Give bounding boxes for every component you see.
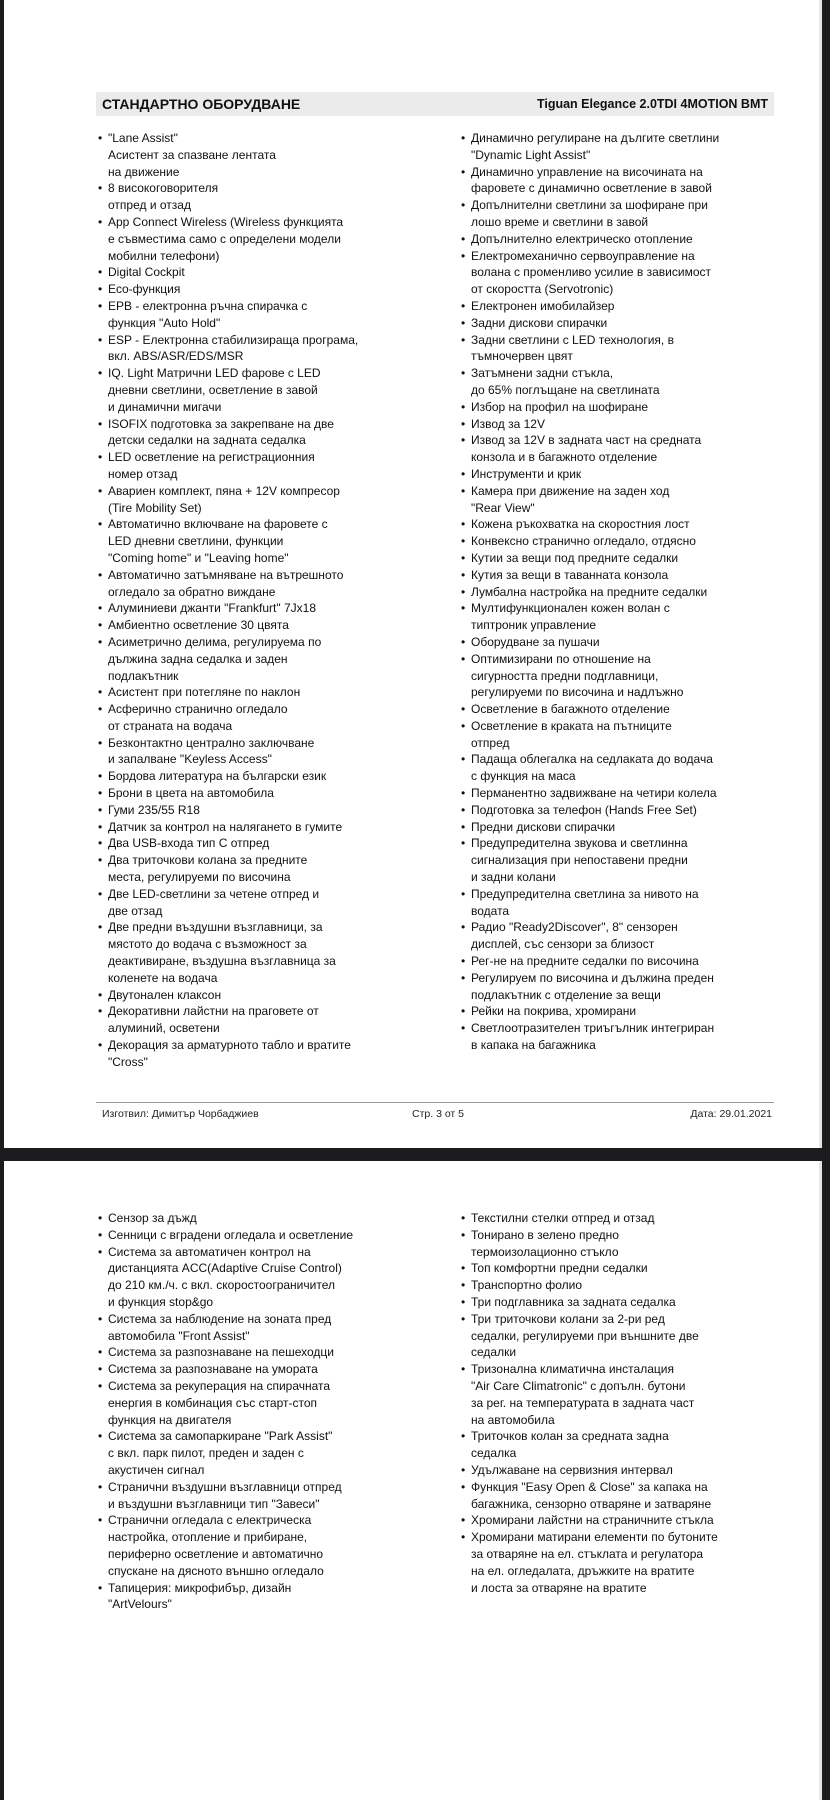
equipment-list-item: • Оптимизирани по отношение на сигурността предни подглавници, регулируеми по височина и надлъжно — [461, 651, 781, 701]
equipment-list-item: • Конвексно странично огледало, отдясно — [461, 533, 781, 550]
equipment-list-item: • Система за автоматичен контрол на дистанцията ACC(Adaptive Cruise Control) до 210 км./ч. с вкл. скоростоограничител и функция stop&go — [98, 1244, 398, 1311]
equipment-list-item: • Три триточкови колани за 2-ри ред седалки, регулируеми при външните две седалки — [461, 1311, 781, 1361]
equipment-list-left-page2 — [98, 1210, 398, 1613]
section-title: СТАНДАРТНО ОБОРУДВАНЕ — [102, 96, 301, 112]
equipment-list-item: • Предни дискови спирачки — [461, 819, 781, 836]
equipment-list-item: • Два триточкови колана за предните места, регулируеми по височина — [98, 852, 398, 886]
footer-date: Дата: 29.01.2021 — [690, 1108, 772, 1120]
equipment-list-item: • Рег-не на предните седалки по височина — [461, 953, 781, 970]
equipment-list-item: • EPB - електронна ръчна спирачка с функция "Auto Hold" — [98, 298, 398, 332]
equipment-list-item: • ESP - Електронна стабилизираща програма, вкл. ABS/ASR/EDS/MSR — [98, 332, 398, 366]
equipment-list-item: • Подготовка за телефон (Hands Free Set) — [461, 802, 781, 819]
equipment-list-item: • Система за самопаркиране "Park Assist" с вкл. парк пилот, преден и заден с акустичен сигнал — [98, 1428, 398, 1478]
equipment-list-item: • Светлоотразителен триъгълник интегриран в капака на багажника — [461, 1020, 781, 1054]
equipment-list-item: • Кожена ръкохватка на скоростния лост — [461, 516, 781, 533]
equipment-list-item: • Безконтактно централно заключване и запалване "Keyless Access" — [98, 735, 398, 769]
equipment-list-item: • Осветление в краката на пътниците отпред — [461, 718, 781, 752]
equipment-list-item: • Асиметрично делима, регулируема по дължина задна седалка и заден подлакътник — [98, 634, 398, 684]
equipment-list-item: • Система за рекуперация на спирачната енергия в комбинация със старт-стоп функция на двигателя — [98, 1378, 398, 1428]
equipment-list-item: • Рейки на покрива, хромирани — [461, 1003, 781, 1020]
equipment-list-item: • Падаща облегалка на седлаката до водача с функция на маса — [461, 751, 781, 785]
equipment-list-item: • Система за разпознаване на умората — [98, 1361, 398, 1378]
equipment-list-item: • Автоматично включване на фаровете с LED дневни светлини, функции "Coming home" и "Leaving home" — [98, 516, 398, 566]
equipment-list-item: • Сенници с вградени огледала и осветление — [98, 1227, 398, 1244]
equipment-list-item: • Извод за 12V в задната част на средната конзола и в багажното отделение — [461, 432, 781, 466]
footer-divider — [96, 1102, 774, 1103]
equipment-list-right — [461, 130, 781, 1054]
equipment-list-item: • Брони в цвета на автомобила — [98, 785, 398, 802]
equipment-list-item: • Камера при движение на заден ход "Rear View" — [461, 483, 781, 517]
equipment-list-item: • Хромирани лайстни на страничните стъкла — [461, 1512, 781, 1529]
equipment-list-item: • Транспортно фолио — [461, 1277, 781, 1294]
equipment-list-item: • Мултифункционален кожен волан с типтроник управление — [461, 600, 781, 634]
equipment-list-item: • Система за наблюдение на зоната пред автомобила "Front Assist" — [98, 1311, 398, 1345]
equipment-list-item: • Декоративни лайстни на праговете от алуминий, осветени — [98, 1003, 398, 1037]
equipment-list-item: • Избор на профил на шофиране — [461, 399, 781, 416]
equipment-list-item: • Тапицерия: микрофибър, дизайн "ArtVelours" — [98, 1580, 398, 1614]
footer-author: Изготвил: Димитър Чорбаджиев — [102, 1108, 259, 1120]
equipment-list-item: • Лумбална настройка на предните седалки — [461, 584, 781, 601]
equipment-list-item: • Предупредителна светлина за нивото на водата — [461, 886, 781, 920]
equipment-list-item: • Автоматично затъмняване на вътрешното огледало за обратно виждане — [98, 567, 398, 601]
equipment-list-item: • Динамично регулиране на дългите светлини "Dynamic Light Assist" — [461, 130, 781, 164]
equipment-list-item: • Удължаване на сервизния интервал — [461, 1462, 781, 1479]
equipment-list-item: • App Connect Wireless (Wireless функцията е съвместима само с определени модели мобилни телефони) — [98, 214, 398, 264]
footer-page-number: Стр. 3 от 5 — [412, 1108, 464, 1120]
equipment-list-item: • LED осветление на регистрационния номер отзад — [98, 449, 398, 483]
equipment-list-item: • Digital Cockpit — [98, 264, 398, 281]
equipment-list-item: • Радио "Ready2Discover", 8" сензорен дисплей, със сензори за близост — [461, 919, 781, 953]
equipment-list-item: • Кутии за вещи под предните седалки — [461, 550, 781, 567]
equipment-list-right-page2 — [461, 1210, 781, 1596]
equipment-list-item: • Асистент при потегляне по наклон — [98, 684, 398, 701]
equipment-list-item: • Перманентно задвижване на четири колела — [461, 785, 781, 802]
equipment-list-item: • Странични огледала с електрическа настройка, отопление и прибиране, периферно осветление и автоматично спускане на дясното външно огледало — [98, 1512, 398, 1579]
equipment-list-item: • Функция "Easy Open & Close" за капака на багажника, сензорно отваряне и затваряне — [461, 1479, 781, 1513]
equipment-list-item: • Регулируем по височина и дължина преден подлакътник с отделение за вещи — [461, 970, 781, 1004]
equipment-list-item: • Две предни въздушни възглавници, за мястото до водача с възможност за деактивиране, въздушна възглавница за коленете на водача — [98, 919, 398, 986]
equipment-list-item: • Система за разпознаване на пешеходци — [98, 1344, 398, 1361]
equipment-list-item: • Топ комфортни предни седалки — [461, 1260, 781, 1277]
equipment-list-item: • Текстилни стелки отпред и отзад — [461, 1210, 781, 1227]
equipment-list-item: • Допълнителни светлини за шофиране при лошо време и светлини в завой — [461, 197, 781, 231]
equipment-list-item: • Задни светлини с LED технология, в тъмночервен цвят — [461, 332, 781, 366]
equipment-list-item: • Декорация за арматурното табло и вратите "Cross" — [98, 1037, 398, 1071]
equipment-list-item: • Странични въздушни възглавници отпред и въздушни възглавници тип "Завеси" — [98, 1479, 398, 1513]
equipment-list-item: • Извод за 12V — [461, 416, 781, 433]
equipment-list-item: • Инструменти и крик — [461, 466, 781, 483]
equipment-list-item: • Осветление в багажното отделение — [461, 701, 781, 718]
equipment-list-item: • Триточков колан за средната задна седалка — [461, 1428, 781, 1462]
equipment-list-item: • Тризонална климатична инсталация "Air Care Climatronic" с допълн. бутони за рег. на температурата в задната част на автомобила — [461, 1361, 781, 1428]
equipment-list-item: • Гуми 235/55 R18 — [98, 802, 398, 819]
equipment-list-left — [98, 130, 398, 1071]
equipment-list-item: • Алуминиеви джанти "Frankfurt" 7Jx18 — [98, 600, 398, 617]
equipment-list-item: • Динамично управление на височината на фаровете с динамично осветление в завой — [461, 164, 781, 198]
equipment-list-item: • Два USB-входа тип С отпред — [98, 835, 398, 852]
equipment-list-item: • Двутонален клаксон — [98, 987, 398, 1004]
equipment-list-item: • Три подглавника за задната седалка — [461, 1294, 781, 1311]
equipment-list-item: • Две LED-светлини за четене отпред и две отзад — [98, 886, 398, 920]
equipment-list-item: • Допълнително електрическо отопление — [461, 231, 781, 248]
equipment-list-item: • Затъмнени задни стъкла, до 65% поглъщане на светлината — [461, 365, 781, 399]
equipment-list-item: • Предупредителна звукова и светлинна сигнализация при непоставени предни и задни колани — [461, 835, 781, 885]
model-name: Tiguan Elegance 2.0TDI 4MOTION BMT — [536, 97, 768, 111]
equipment-list-item: • Задни дискови спирачки — [461, 315, 781, 332]
equipment-list-item: • Тонирано в зелено предно термоизолационно стъкло — [461, 1227, 781, 1261]
equipment-list-item: • IQ. Light Матрични LED фарове с LED дневни светлини, осветление в завой и динамични мигачи — [98, 365, 398, 415]
equipment-list-item: • Бордова литература на български език — [98, 768, 398, 785]
equipment-list-item: • ISOFIX подготовка за закрепване на две детски седалки на задната седалка — [98, 416, 398, 450]
equipment-list-item: • Амбиентно осветление 30 цвята — [98, 617, 398, 634]
equipment-list-item: • Датчик за контрол на налягането в гумите — [98, 819, 398, 836]
equipment-list-item: • Хромирани матирани елементи по бутоните за отваряне на ел. стъклата и регулатора на ел. огледалата, дръжките на вратите и лоста за отваряне на вратите — [461, 1529, 781, 1596]
equipment-list-item: • Авариен комплект, пяна + 12V компресор (Tire Mobility Set) — [98, 483, 398, 517]
equipment-list-item: • Кутия за вещи в таванната конзола — [461, 567, 781, 584]
equipment-list-item: • Сензор за дъжд — [98, 1210, 398, 1227]
equipment-list-item: • 8 високоговорителя отпред и отзад — [98, 180, 398, 214]
equipment-list-item: • Асферично странично огледало от страната на водача — [98, 701, 398, 735]
equipment-list-item: • Оборудване за пушачи — [461, 634, 781, 651]
section-header — [96, 92, 774, 116]
equipment-list-item: • Eco-функция — [98, 281, 398, 298]
equipment-list-item: • Електромеханично сервоуправление на волана с променливо усилие в зависимост от скоростта (Servotronic) — [461, 248, 781, 298]
equipment-list-item: • "Lane Assist" Асистент за спазване лентата на движение — [98, 130, 398, 180]
equipment-list-item: • Електронен имобилайзер — [461, 298, 781, 315]
